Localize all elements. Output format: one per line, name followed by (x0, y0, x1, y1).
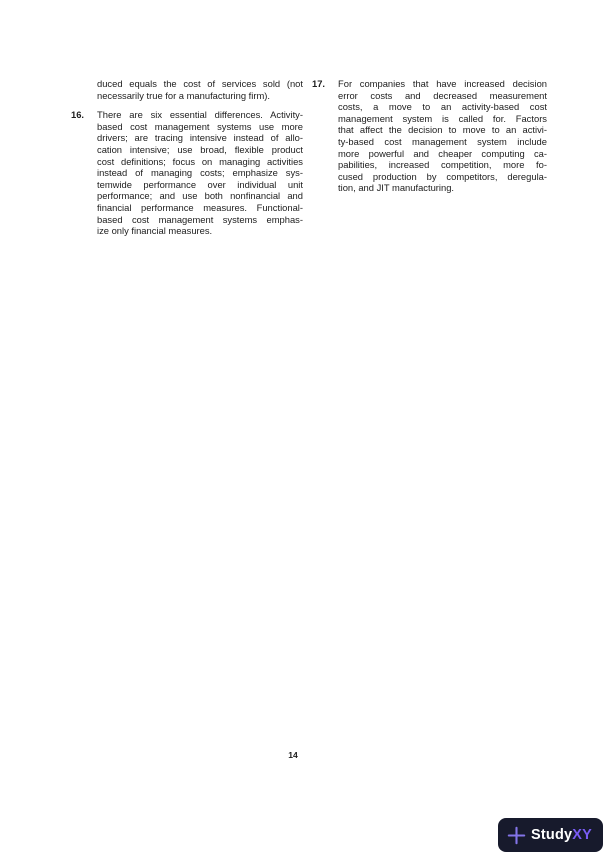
logo-text-accent: XY (572, 827, 593, 843)
plus-icon (507, 826, 526, 845)
item-body (97, 109, 303, 237)
text-line: cost definitions; focus on managing activities (97, 155, 303, 167)
item-number: 17. (312, 78, 326, 89)
item-16 (71, 109, 303, 237)
text-line: that affect the decision to move to an activi- (338, 124, 547, 136)
text-line: more powerful and cheaper computing ca- (338, 147, 547, 159)
studyxy-logo (498, 818, 603, 852)
text-line: financial performance measures. Functional- (97, 201, 303, 213)
text-line: instead of managing costs; emphasize sys- (97, 167, 303, 179)
text-line: based cost management systems emphas- (97, 213, 303, 225)
text-line: management system is called for. Factors (338, 112, 547, 124)
continuation-paragraph (71, 78, 303, 101)
plus-icon-path (509, 827, 524, 842)
text-line: based cost management systems use more (97, 120, 303, 132)
page-number: 14 (288, 750, 298, 760)
logo-text (531, 827, 592, 843)
text-line: costs, a move to an activity-based cost (338, 101, 547, 113)
text-line: cation intensive; use broad, flexible product (97, 143, 303, 155)
text-line: tion, and JIT manufacturing. (338, 182, 455, 194)
item-17 (312, 78, 547, 194)
text-line: error costs and decreased measurement (338, 89, 547, 101)
text-line: performance; and use both nonfinancial and (97, 190, 303, 202)
text-line: duced equals the cost of services sold (not (97, 78, 303, 89)
text-line: For companies that have increased decision (338, 78, 547, 89)
logo-text-primary: Study (531, 827, 573, 843)
text-line: temwide performance over individual unit (97, 178, 303, 190)
item-number: 16. (71, 109, 85, 121)
text-line: ize only financial measures. (97, 225, 213, 237)
text-line: necessarily true for a manufacturing firm). (97, 89, 270, 101)
text-line: cused production by competitors, deregula- (338, 170, 547, 182)
text-line: There are six essential differences. Activity- (97, 109, 303, 121)
text-line: pabilities, increased competition, more fo- (338, 159, 547, 171)
item-body (338, 78, 547, 194)
text-line: drivers; are tracing intensive instead of allo- (97, 132, 303, 144)
text-line: ty-based cost management system include (338, 135, 547, 147)
right-column (312, 78, 547, 194)
left-column (71, 78, 303, 237)
